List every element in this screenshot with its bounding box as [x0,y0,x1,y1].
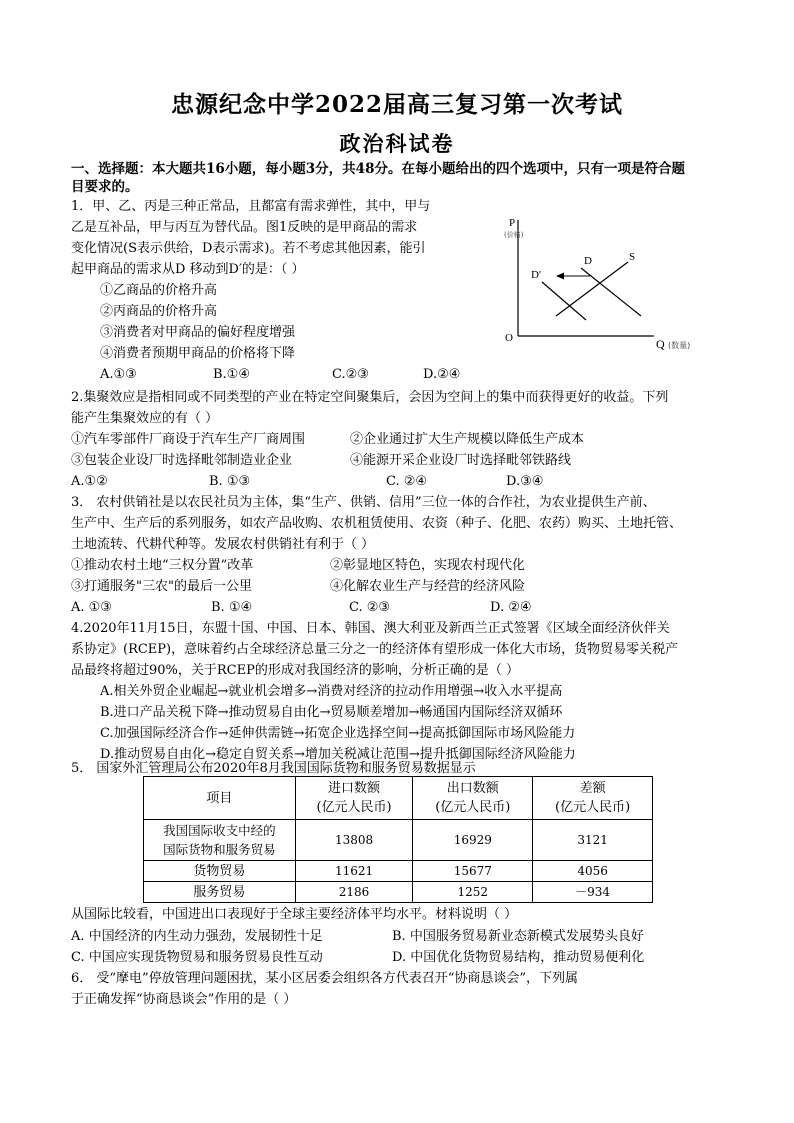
q6-stem-line: 6． 受“摩电”停放管理问题困扰，某小区居委会组织各方代表召开“协商恳谈会”，下列属 [71,971,578,986]
q1-option-d: D.②④ [423,367,461,382]
q4-option-b: B.进口产品关税下降→推动贸易自由化→贸易顺差增加→畅通国内国际经济双循环 [100,705,563,720]
q5-option-b: B. 中国服务贸易新业态新模式发展势头良好 [392,929,644,944]
q3-stem-line: 土地流转、代耕代种等。发展农村供销社有利于（ ） [71,537,375,552]
q2-item: ④能源开采企业设厂时选择毗邻铁路线 [350,453,572,468]
table-row [144,820,653,861]
demand-label-d-prime: D' [531,269,541,281]
q6-stem-line: 于正确发挥“协商恳谈会”作用的是（ ） [71,992,297,1007]
demand-curve-d-prime [542,282,586,320]
q5-option-a: A. 中国经济的内生动力强劲，发展韧性十足 [71,929,323,944]
trade-data-table [143,776,653,903]
cell-import: 11621 [295,861,413,882]
q2-option-d: D.③④ [506,474,544,489]
q2-option-b: B. ①③ [209,474,251,489]
cell-balance: 4056 [533,861,653,882]
q1-stem-line: 变化情况(S表示供给，D表示需求)。若不考虑其他因素，能引 [71,241,426,256]
q5-option-c: C. 中国应实现货物贸易和服务贸易良性互动 [71,950,323,965]
table-row [144,882,653,903]
q1-option-a: A.①③ [100,367,137,382]
q4-stem-line: 4.2020年11月15日，东盟十国、中国、日本、韩国、澳大利亚及新西兰正式签署《区域全面经济伙伴关 [71,621,670,636]
q1-item: ④消费者预期甲商品的价格将下降 [100,346,296,361]
cell-export: 16929 [413,820,533,861]
q4-option-a: A.相关外贸企业崛起→就业机会增多→消费对经济的拉动作用增强→收入水平提高 [100,684,563,699]
q2-item: ①汽车零部件厂商设于汽车生产厂商周围 [71,432,306,447]
q4-option-d: D.推动贸易自由化→稳定自贸关系→增加关税减让范围→提升抵御国际经济风险能力 [100,747,576,762]
demand-label-d: D [584,255,592,267]
q3-option-a: A. ①③ [71,600,112,615]
q1-item: ③消费者对甲商品的偏好程度增强 [100,325,296,340]
row-label: 我国国际收支中经的 国际货物和服务贸易 [144,820,296,861]
q5-after-table: 从国际比较看，中国进出口表现好于全球主要经济体平均水平。材料说明（ ） [71,907,518,922]
q2-option-a: A.①② [71,474,108,489]
cell-import: 13808 [295,820,413,861]
cell-balance: 3121 [533,820,653,861]
header-export: 出口数额 (亿元人民币) [413,777,533,820]
section-heading-line2: 目要求的。 [71,179,139,195]
q3-stem-line: 3． 农村供销社是以农民社员为主体，集“生产、供销、信用”三位一体的合作社，为农业提供生产前、 [71,495,656,510]
origin-label: O [505,332,513,344]
exam-title: 忠源纪念中学2022届高三复习第一次考试 [170,91,623,118]
supply-demand-figure [478,212,726,358]
q2-stem-line: 2.集聚效应是指相同或不同类型的产业在特定空间聚集后，会因为空间上的集中而获得更好的收益。下列 [71,390,669,405]
q3-option-b: B. ①④ [211,600,253,615]
exam-subtitle: 政治科试卷 [339,131,455,156]
q1-option-b: B.①④ [213,367,250,382]
q3-item: ④化解农业生产与经营的经济风险 [330,579,526,594]
header-item: 项目 [144,777,296,820]
header-balance: 差额 (亿元人民币) [533,777,653,820]
row-label: 服务贸易 [144,882,296,903]
section-heading-line1: 一、选择题：本大题共16小题，每小题3分，共48分。在每小题给出的四个选项中，只有一项是符合题 [71,161,685,177]
q2-item: ③包装企业设厂时选择毗邻制造业企业 [71,453,293,468]
q1-stem-line: 1．甲、乙、丙是三种正常品，且都富有需求弹性，其中，甲与 [71,199,431,214]
supply-label-s: S [629,251,636,263]
q2-option-c: C. ②④ [386,474,428,489]
q3-item: ①推动农村土地“三权分置”改革 [71,558,254,573]
q5-option-d: D. 中国优化货物贸易结构，推动贸易便利化 [392,950,645,965]
cell-export: 15677 [413,861,533,882]
q1-item: ①乙商品的价格升高 [100,283,218,298]
cell-import: 2186 [295,882,413,903]
shift-arrowhead [556,273,564,280]
q3-stem-line: 生产中、生产后的系列服务，如农产品收购、农机租赁使用、农资（种子、化肥、农药）购买、土地托管、 [71,516,683,531]
q4-option-c: C.加强国际经济合作→延伸供需链→拓宽企业选择空间→提高抵御国际市场风险能力 [100,726,576,741]
q4-stem-line: 系协定》(RCEP)，意味着约占全球经济总量三分之一的经济体有望形成一体化大市场，货物贸易零关税产 [71,642,679,657]
q3-option-d: D. ②④ [490,600,532,615]
table-row [144,861,653,882]
q-axis-label: Q [656,337,665,351]
q4-stem-line: 品最终将超过90%，关于RCEP的形成对我国经济的影响，分析正确的是（ ） [71,663,519,678]
q2-item: ②企业通过扩大生产规模以降低生产成本 [350,432,585,447]
q3-item: ②彰显地区特色，实现农村现代化 [330,558,526,573]
table-header-row [144,777,653,820]
row-label: 货物贸易 [144,861,296,882]
p-axis-sublabel: (价格) [504,231,524,239]
q1-option-c: C.②③ [332,367,369,382]
q3-option-c: C. ②③ [349,600,391,615]
q5-intro: 5． 国家外汇管理局公布2020年8月我国国际货物和服务贸易数据显示 [71,761,476,776]
header-import: 进口数额 (亿元人民币) [295,777,413,820]
q1-item: ②丙商品的价格升高 [100,304,218,319]
q2-stem-line: 能产生集聚效应的有（ ） [71,411,219,426]
q1-stem-line: 起甲商品的需求从D 移动到D′的是：（ ） [71,262,305,277]
q-axis-sublabel: (数量) [668,341,691,350]
cell-export: 1252 [413,882,533,903]
p-axis-label: P [509,217,516,229]
cell-balance: －934 [533,882,653,903]
supply-curve [556,262,628,316]
q1-stem-line: 乙是互补品，甲与丙互为替代品。图1反映的是甲商品的需求 [71,220,418,235]
q3-item: ③打通服务"三农"的最后一公里 [71,579,252,594]
